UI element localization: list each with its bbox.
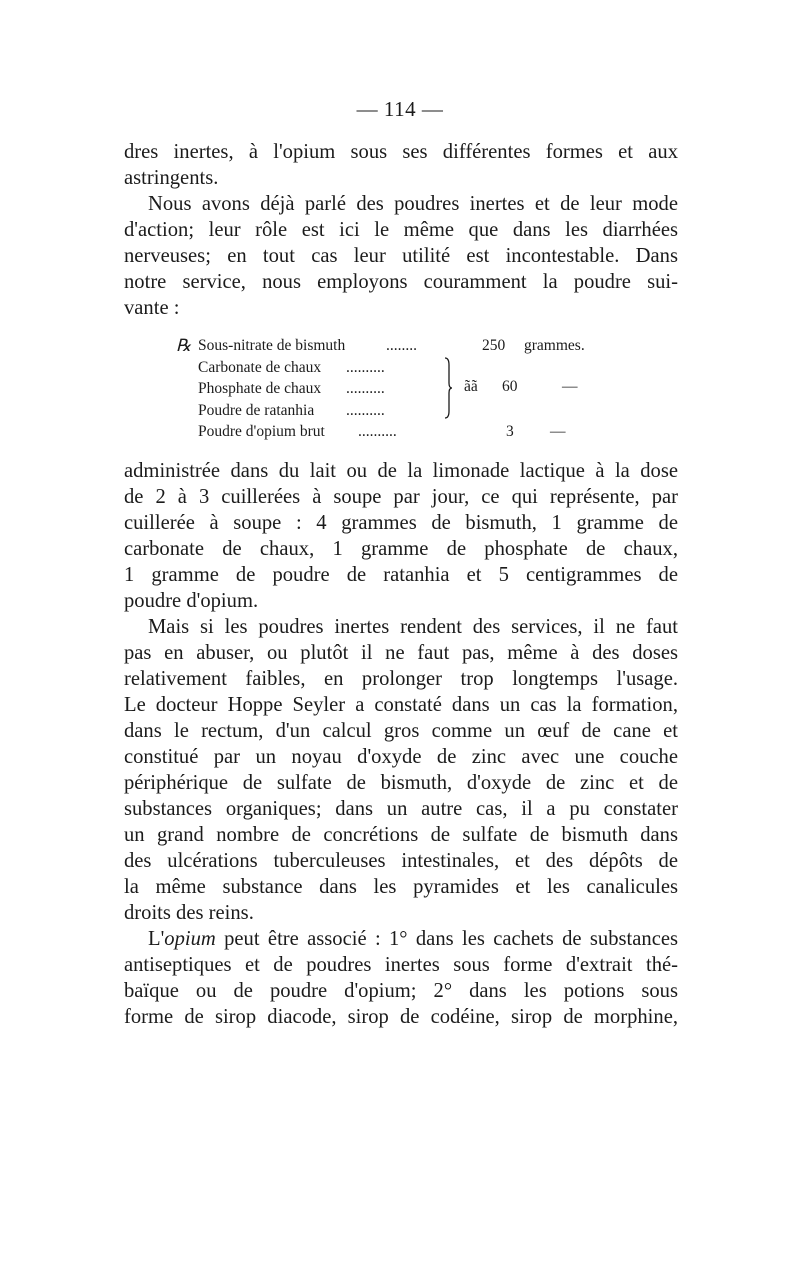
recipe-leader-dots: ..........	[346, 380, 385, 397]
text-line: forme de sirop diacode, sirop de codéine, sirop de morphine,	[124, 1006, 678, 1028]
text-line: périphérique de sulfate de bismuth, d'oxyde de zinc et de	[124, 772, 678, 794]
text-line: dans le rectum, d'un calcul gros comme un œuf de cane et	[124, 720, 678, 742]
recipe-leader-dots: ..........	[346, 358, 385, 376]
recipe-ingredient: Poudre de ratanhia	[198, 401, 315, 419]
text-line: constitué par un noyau d'oxyde de zinc avec une couche	[124, 746, 678, 768]
text-line: substances organiques; dans un autre cas, il a pu constater	[124, 798, 678, 820]
recipe-row	[186, 421, 636, 443]
recipe-ingredient: Phosphate de chaux	[198, 380, 322, 397]
recipe-row	[186, 357, 636, 379]
paragraph-block-1	[124, 139, 678, 321]
text-line: dres inertes, à l'opium sous ses différentes formes et aux	[124, 141, 678, 163]
recipe-unit: —	[550, 423, 566, 440]
recipe-quantity: 250	[482, 337, 506, 354]
text-line: Le docteur Hoppe Seyler a constaté dans un cas la formation,	[124, 694, 678, 716]
paragraph-block-2	[124, 458, 678, 1030]
recipe-quantity: 3	[506, 423, 514, 440]
recipe-leader-dots: ..........	[358, 423, 397, 440]
text-line: nerveuses; en tout cas leur utilité est incontestable. Dans	[124, 245, 678, 267]
text-line: un grand nombre de concrétions de sulfate de bismuth dans	[124, 824, 678, 846]
text-line: de 2 à 3 cuillerées à soupe par jour, ce qui représente, par	[124, 486, 678, 508]
curly-brace-icon	[444, 357, 452, 419]
page-number: — 114 —	[356, 97, 444, 121]
text-line: Nous avons déjà parlé des poudres inertes et de leur mode	[148, 193, 678, 215]
text-line: la même substance dans les pyramides et les canalicules	[124, 876, 678, 898]
recipe-row	[176, 335, 636, 357]
text-line: astringents.	[124, 167, 219, 189]
recipe-unit: grammes.	[524, 337, 585, 354]
text-line: baïque ou de poudre d'opium; 2° dans les potions sous	[124, 980, 678, 1002]
text-line: carbonate de chaux, 1 gramme de phosphate de chaux,	[124, 538, 678, 560]
recipe-group-quantity: 60	[502, 378, 518, 395]
recipe-group-unit: —	[562, 378, 578, 395]
text-line: administrée dans du lait ou de la limonade lactique à la dose	[124, 460, 678, 482]
text-line: cuillerée à soupe : 4 grammes de bismuth, 1 gramme de	[124, 512, 678, 534]
text-line: notre service, nous employons couramment la poudre sui-	[124, 271, 678, 293]
recipe-leader-dots: ..........	[346, 401, 385, 419]
recipe-ingredient: Sous-nitrate de bismuth	[198, 337, 346, 354]
recipe-leader-dots: ........	[386, 337, 417, 354]
text-line: d'action; leur rôle est ici le même que dans les diarrhées	[124, 219, 678, 241]
recipe-ingredient: Poudre d'opium brut	[198, 423, 325, 440]
prescription-formula	[176, 335, 636, 443]
text-line: pas en abuser, ou plutôt il ne faut pas, même à des doses	[124, 642, 678, 664]
text-line: 1 gramme de poudre de ratanhia et 5 centigrammes de	[124, 564, 678, 586]
text-line: droits des reins.	[124, 902, 254, 924]
text-fragment: peut être associé : 1° dans les cachets de substances	[215, 928, 678, 950]
text-line: relativement faibles, en prolonger trop longtemps l'usage.	[124, 668, 678, 690]
recipe-symbol: ℞	[176, 336, 192, 355]
text-line: vante :	[124, 297, 180, 319]
text-line: antiseptiques et de poudres inertes sous forme d'extrait thé-	[124, 954, 678, 976]
recipe-row	[186, 400, 636, 422]
text-line	[124, 926, 678, 952]
text-fragment: L'	[148, 928, 165, 950]
text-line: Mais si les poudres inertes rendent des services, il ne faut	[148, 616, 678, 638]
recipe-group-label: ãã	[464, 378, 478, 395]
text-line: poudre d'opium.	[124, 590, 259, 612]
emphasis-opium: opium	[164, 928, 216, 950]
recipe-ingredient: Carbonate de chaux	[198, 358, 322, 376]
text-line: des ulcérations tuberculeuses intestinales, et des dépôts de	[124, 850, 678, 872]
